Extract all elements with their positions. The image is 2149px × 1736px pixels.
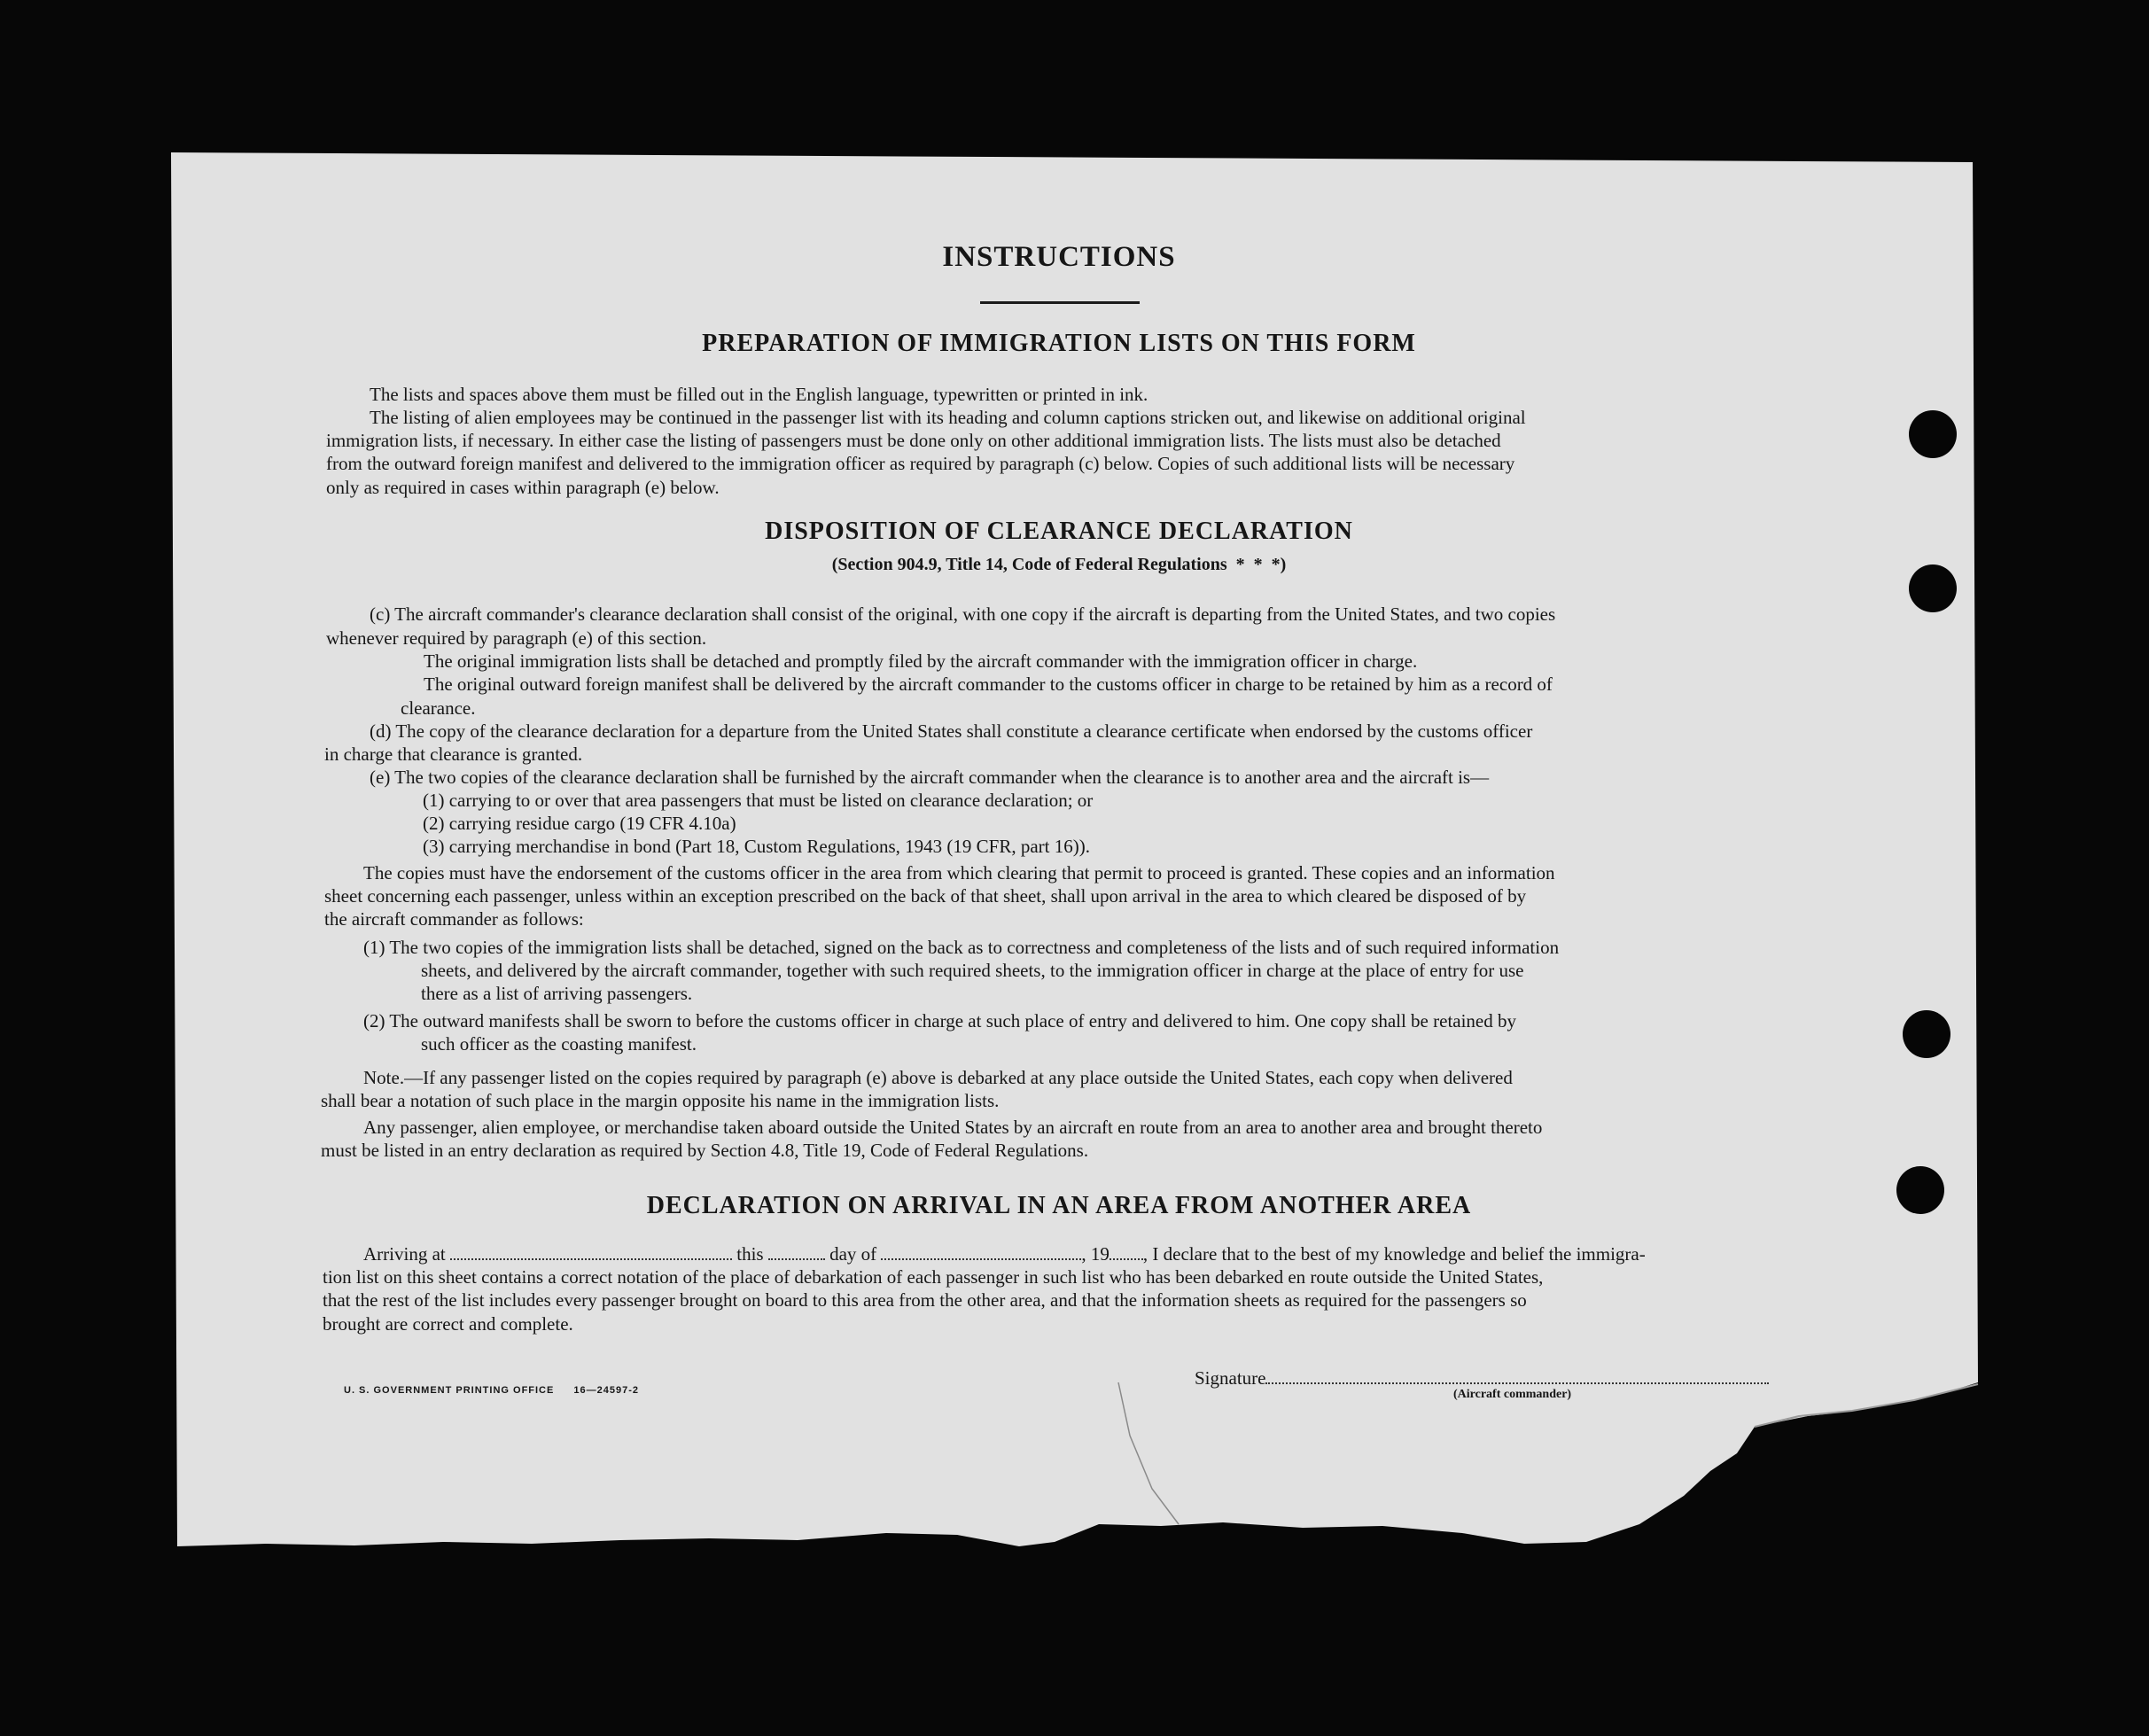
section-heading-preparation: PREPARATION OF IMMIGRATION LISTS ON THIS FORM bbox=[702, 330, 1416, 357]
list-item: there as a list of arriving passengers. bbox=[421, 983, 693, 1004]
declaration-line-end: , I declare that to the best of my knowledge and belief the immigra- bbox=[1142, 1243, 1646, 1265]
paragraph-line: The original outward foreign manifest shall be delivered by the aircraft commander to the customs officer in charge to be retained by him as a record of bbox=[424, 673, 1553, 695]
paragraph-line: must be listed in an entry declaration as required by Section 4.8, Title 19, Code of Federal Regulations. bbox=[321, 1140, 1089, 1161]
arrival-place-field[interactable] bbox=[450, 1246, 732, 1260]
note-line: shall bear a notation of such place in the margin opposite his name in the immigration lists. bbox=[321, 1090, 1000, 1111]
printing-office-text: U. S. GOVERNMENT PRINTING OFFICE bbox=[344, 1385, 555, 1396]
paragraph-line: whenever required by paragraph (e) of this section. bbox=[326, 627, 707, 649]
section-subheading-regulation: (Section 904.9, Title 14, Code of Federal Regulations * * *) bbox=[831, 555, 1287, 574]
signature-field[interactable] bbox=[1265, 1370, 1769, 1384]
paragraph-line: Any passenger, alien employee, or merchandise taken aboard outside the United States by an aircraft en route from an area to another area and brought thereto bbox=[363, 1117, 1543, 1138]
section-heading-disposition: DISPOSITION OF CLEARANCE DECLARATION bbox=[765, 518, 1353, 545]
paragraph-line: (d) The copy of the clearance declaration for a departure from the United States shall constitute a clearance certificate when endorsed by the customs officer bbox=[370, 720, 1533, 742]
year-label: , 19 bbox=[1081, 1243, 1110, 1265]
binder-hole-2 bbox=[1909, 564, 1957, 612]
month-field[interactable] bbox=[881, 1246, 1081, 1260]
signature-caption: (Aircraft commander) bbox=[1453, 1388, 1572, 1401]
paragraph-line: immigration lists, if necessary. In either case the listing of passengers must be done only on other additional immigration lists. The lists must also be detached bbox=[326, 430, 1501, 451]
paragraph-line: (e) The two copies of the clearance declaration shall be furnished by the aircraft commander when the clearance is to another area and the aircraft is— bbox=[370, 767, 1490, 788]
signature-line bbox=[1195, 1366, 1769, 1390]
day-field[interactable] bbox=[768, 1246, 825, 1260]
signature-label: Signature bbox=[1195, 1367, 1266, 1389]
paragraph-line: The lists and spaces above them must be filled out in the English language, typewritten or printed in ink. bbox=[370, 384, 1148, 405]
declaration-first-line bbox=[363, 1242, 1646, 1266]
day-of-label: day of bbox=[829, 1243, 877, 1265]
arriving-at-label: Arriving at bbox=[363, 1243, 446, 1265]
year-field[interactable] bbox=[1110, 1246, 1143, 1260]
list-item: such officer as the coasting manifest. bbox=[421, 1033, 697, 1055]
form-number: 16—24597-2 bbox=[573, 1385, 640, 1396]
paragraph-line: (c) The aircraft commander's clearance declaration shall consist of the original, with one copy if the aircraft is departing from the United States, and two copies bbox=[370, 603, 1556, 625]
paragraph-line: in charge that clearance is granted. bbox=[324, 743, 583, 765]
page-title: INSTRUCTIONS bbox=[942, 241, 1176, 273]
paragraph-line: from the outward foreign manifest and delivered to the immigration officer as required by paragraph (c) below. Copies of such additional lists will be necessary bbox=[326, 453, 1515, 474]
paragraph-line: The listing of alien employees may be continued in the passenger list with its heading and column captions stricken out, and likewise on additional original bbox=[370, 407, 1526, 428]
binder-hole-4 bbox=[1896, 1166, 1944, 1214]
binder-hole-3 bbox=[1903, 1010, 1950, 1058]
note-line: Note.—If any passenger listed on the copies required by paragraph (e) above is debarked at any place outside the United States, each copy when delivered bbox=[363, 1067, 1513, 1088]
list-item: sheets, and delivered by the aircraft commander, together with such required sheets, to the immigration officer in charge at the place of entry for use bbox=[421, 960, 1524, 981]
list-item: (1) carrying to or over that area passengers that must be listed on clearance declaration; or bbox=[423, 790, 1094, 811]
list-item: (2) carrying residue cargo (19 CFR 4.10a) bbox=[423, 813, 736, 834]
title-rule bbox=[980, 301, 1140, 304]
section-heading-declaration: DECLARATION ON ARRIVAL IN AN AREA FROM ANOTHER AREA bbox=[646, 1192, 1472, 1219]
printing-office-label bbox=[344, 1385, 639, 1396]
paragraph-line: that the rest of the list includes every passenger brought on board to this area from the other area, and that the information sheets as required for the passengers so bbox=[323, 1289, 1527, 1311]
list-item: (2) The outward manifests shall be sworn to before the customs officer in charge at such place of entry and delivered to him. One copy shall be retained by bbox=[363, 1010, 1517, 1031]
list-item: (3) carrying merchandise in bond (Part 18, Custom Regulations, 1943 (19 CFR, part 16)). bbox=[423, 836, 1090, 857]
paragraph-line: tion list on this sheet contains a correct notation of the place of debarkation of each passenger in such list who has been debarked en route outside the United States, bbox=[323, 1266, 1544, 1288]
paragraph-line: the aircraft commander as follows: bbox=[324, 908, 584, 930]
this-label: this bbox=[736, 1243, 764, 1265]
paragraph-line: clearance. bbox=[401, 697, 476, 719]
paragraph-line: The copies must have the endorsement of the customs officer in the area from which clearing that permit to proceed is granted. These copies and an information bbox=[363, 862, 1555, 884]
paragraph-line: The original immigration lists shall be detached and promptly filed by the aircraft commander with the immigration officer in charge. bbox=[424, 650, 1418, 672]
paragraph-line: only as required in cases within paragraph (e) below. bbox=[326, 477, 720, 498]
paragraph-line: sheet concerning each passenger, unless within an exception prescribed on the back of that sheet, shall upon arrival in the area to which cleared be disposed of by bbox=[324, 885, 1527, 907]
paragraph-line: brought are correct and complete. bbox=[323, 1313, 573, 1335]
binder-hole-1 bbox=[1909, 410, 1957, 458]
list-item: (1) The two copies of the immigration lists shall be detached, signed on the back as to correctness and completeness of the lists and of such required information bbox=[363, 937, 1560, 958]
